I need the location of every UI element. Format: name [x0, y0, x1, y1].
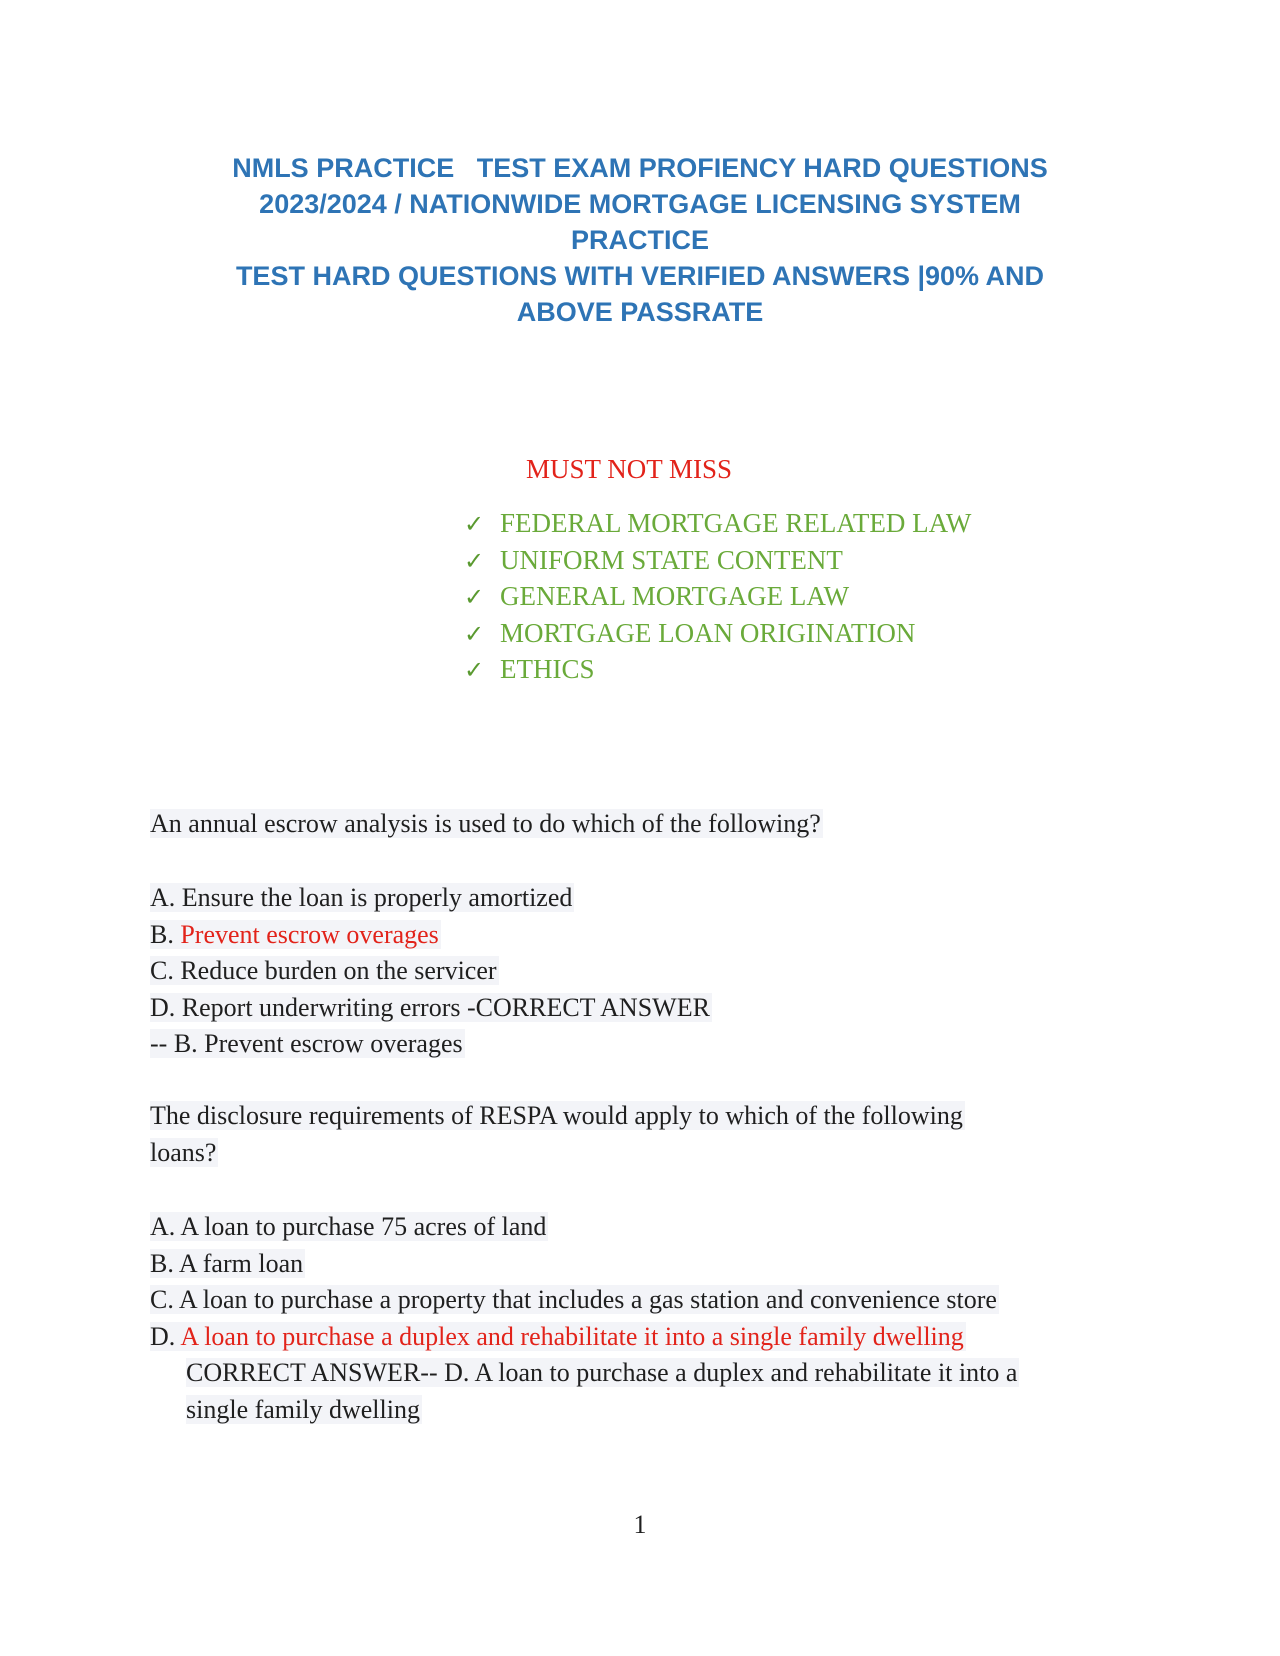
title-line: NMLS PRACTICE TEST EXAM PROFIENCY HARD QUESTIONS	[232, 153, 1048, 183]
option-letter: A.	[150, 1212, 176, 1241]
answer-row	[150, 1392, 1019, 1429]
topic-checklist	[464, 505, 971, 688]
check-icon: ✓	[464, 583, 485, 611]
option-row	[150, 1209, 1019, 1246]
must-not-miss-heading: MUST NOT MISS	[526, 454, 733, 484]
option-text: Reduce burden on the servicer	[180, 956, 497, 985]
checklist-item-label: GENERAL MORTGAGE LAW	[500, 581, 850, 611]
page-number: 1	[633, 1510, 647, 1539]
checklist-item-label: MORTGAGE LOAN ORIGINATION	[500, 617, 916, 648]
checklist-item-label: FEDERAL MORTGAGE RELATED LAW	[500, 508, 972, 538]
answer-row	[150, 1026, 712, 1063]
answer-text: CORRECT ANSWER-- D. A loan to purchase a duplex and rehabilitate it into a	[186, 1358, 1018, 1387]
check-icon: ✓	[464, 656, 485, 684]
question-2-prompt	[150, 1098, 1080, 1171]
checklist-item-label: UNIFORM STATE CONTENT	[500, 544, 843, 575]
check-icon: ✓	[464, 546, 485, 575]
option-text-correct: A loan to purchase a duplex and rehabilitate it into a single family dwelling	[180, 1321, 964, 1351]
checklist-item	[464, 505, 971, 542]
option-letter: D.	[150, 1321, 176, 1351]
option-row	[150, 1319, 1019, 1356]
question-text: An annual escrow analysis is used to do which of the following?	[150, 809, 821, 838]
title-line: 2023/2024 / NATIONWIDE MORTGAGE LICENSING SYSTEM	[259, 189, 1021, 219]
answer-row	[150, 1355, 1019, 1392]
option-letter: D.	[150, 992, 176, 1022]
question-1-prompt	[150, 806, 823, 843]
option-letter: C.	[150, 1285, 174, 1314]
question-2-options	[150, 1209, 1019, 1428]
checklist-item	[464, 615, 971, 652]
check-icon: ✓	[464, 510, 485, 538]
title-line: TEST HARD QUESTIONS WITH VERIFIED ANSWERS |90% AND	[235, 261, 1045, 291]
option-row	[150, 953, 712, 990]
title-line: ABOVE PASSRATE	[516, 297, 764, 327]
option-row	[150, 1246, 1019, 1283]
document-title	[150, 150, 1130, 330]
question-text: The disclosure requirements of RESPA would apply to which of the following	[150, 1101, 963, 1130]
check-icon: ✓	[464, 619, 485, 648]
question-text: loans?	[150, 1137, 217, 1167]
option-text: A loan to purchase a property that includes a gas station and convenience store	[178, 1285, 997, 1314]
checklist-item	[464, 578, 971, 615]
option-row	[150, 1282, 1019, 1319]
option-text-correct: Prevent escrow overages	[180, 919, 439, 949]
checklist-item-label: ETHICS	[500, 654, 595, 684]
checklist-item	[464, 651, 971, 688]
option-row	[150, 880, 712, 917]
option-text: A loan to purchase 75 acres of land	[180, 1212, 547, 1241]
checklist-item	[464, 542, 971, 579]
answer-text: single family dwelling	[186, 1394, 420, 1424]
option-row	[150, 990, 712, 1027]
option-letter: B.	[150, 1248, 174, 1278]
option-letter: B.	[150, 919, 174, 949]
option-row	[150, 917, 712, 954]
option-text: Ensure the loan is properly amortized	[181, 883, 573, 912]
option-letter: A.	[150, 883, 176, 912]
question-1-options	[150, 880, 712, 1063]
option-text: Report underwriting errors -CORRECT ANSWER	[181, 992, 710, 1022]
option-letter: C.	[150, 956, 174, 985]
option-text: A farm loan	[178, 1248, 304, 1278]
title-line: PRACTICE	[570, 225, 709, 255]
answer-text: -- B. Prevent escrow overages	[150, 1029, 463, 1058]
